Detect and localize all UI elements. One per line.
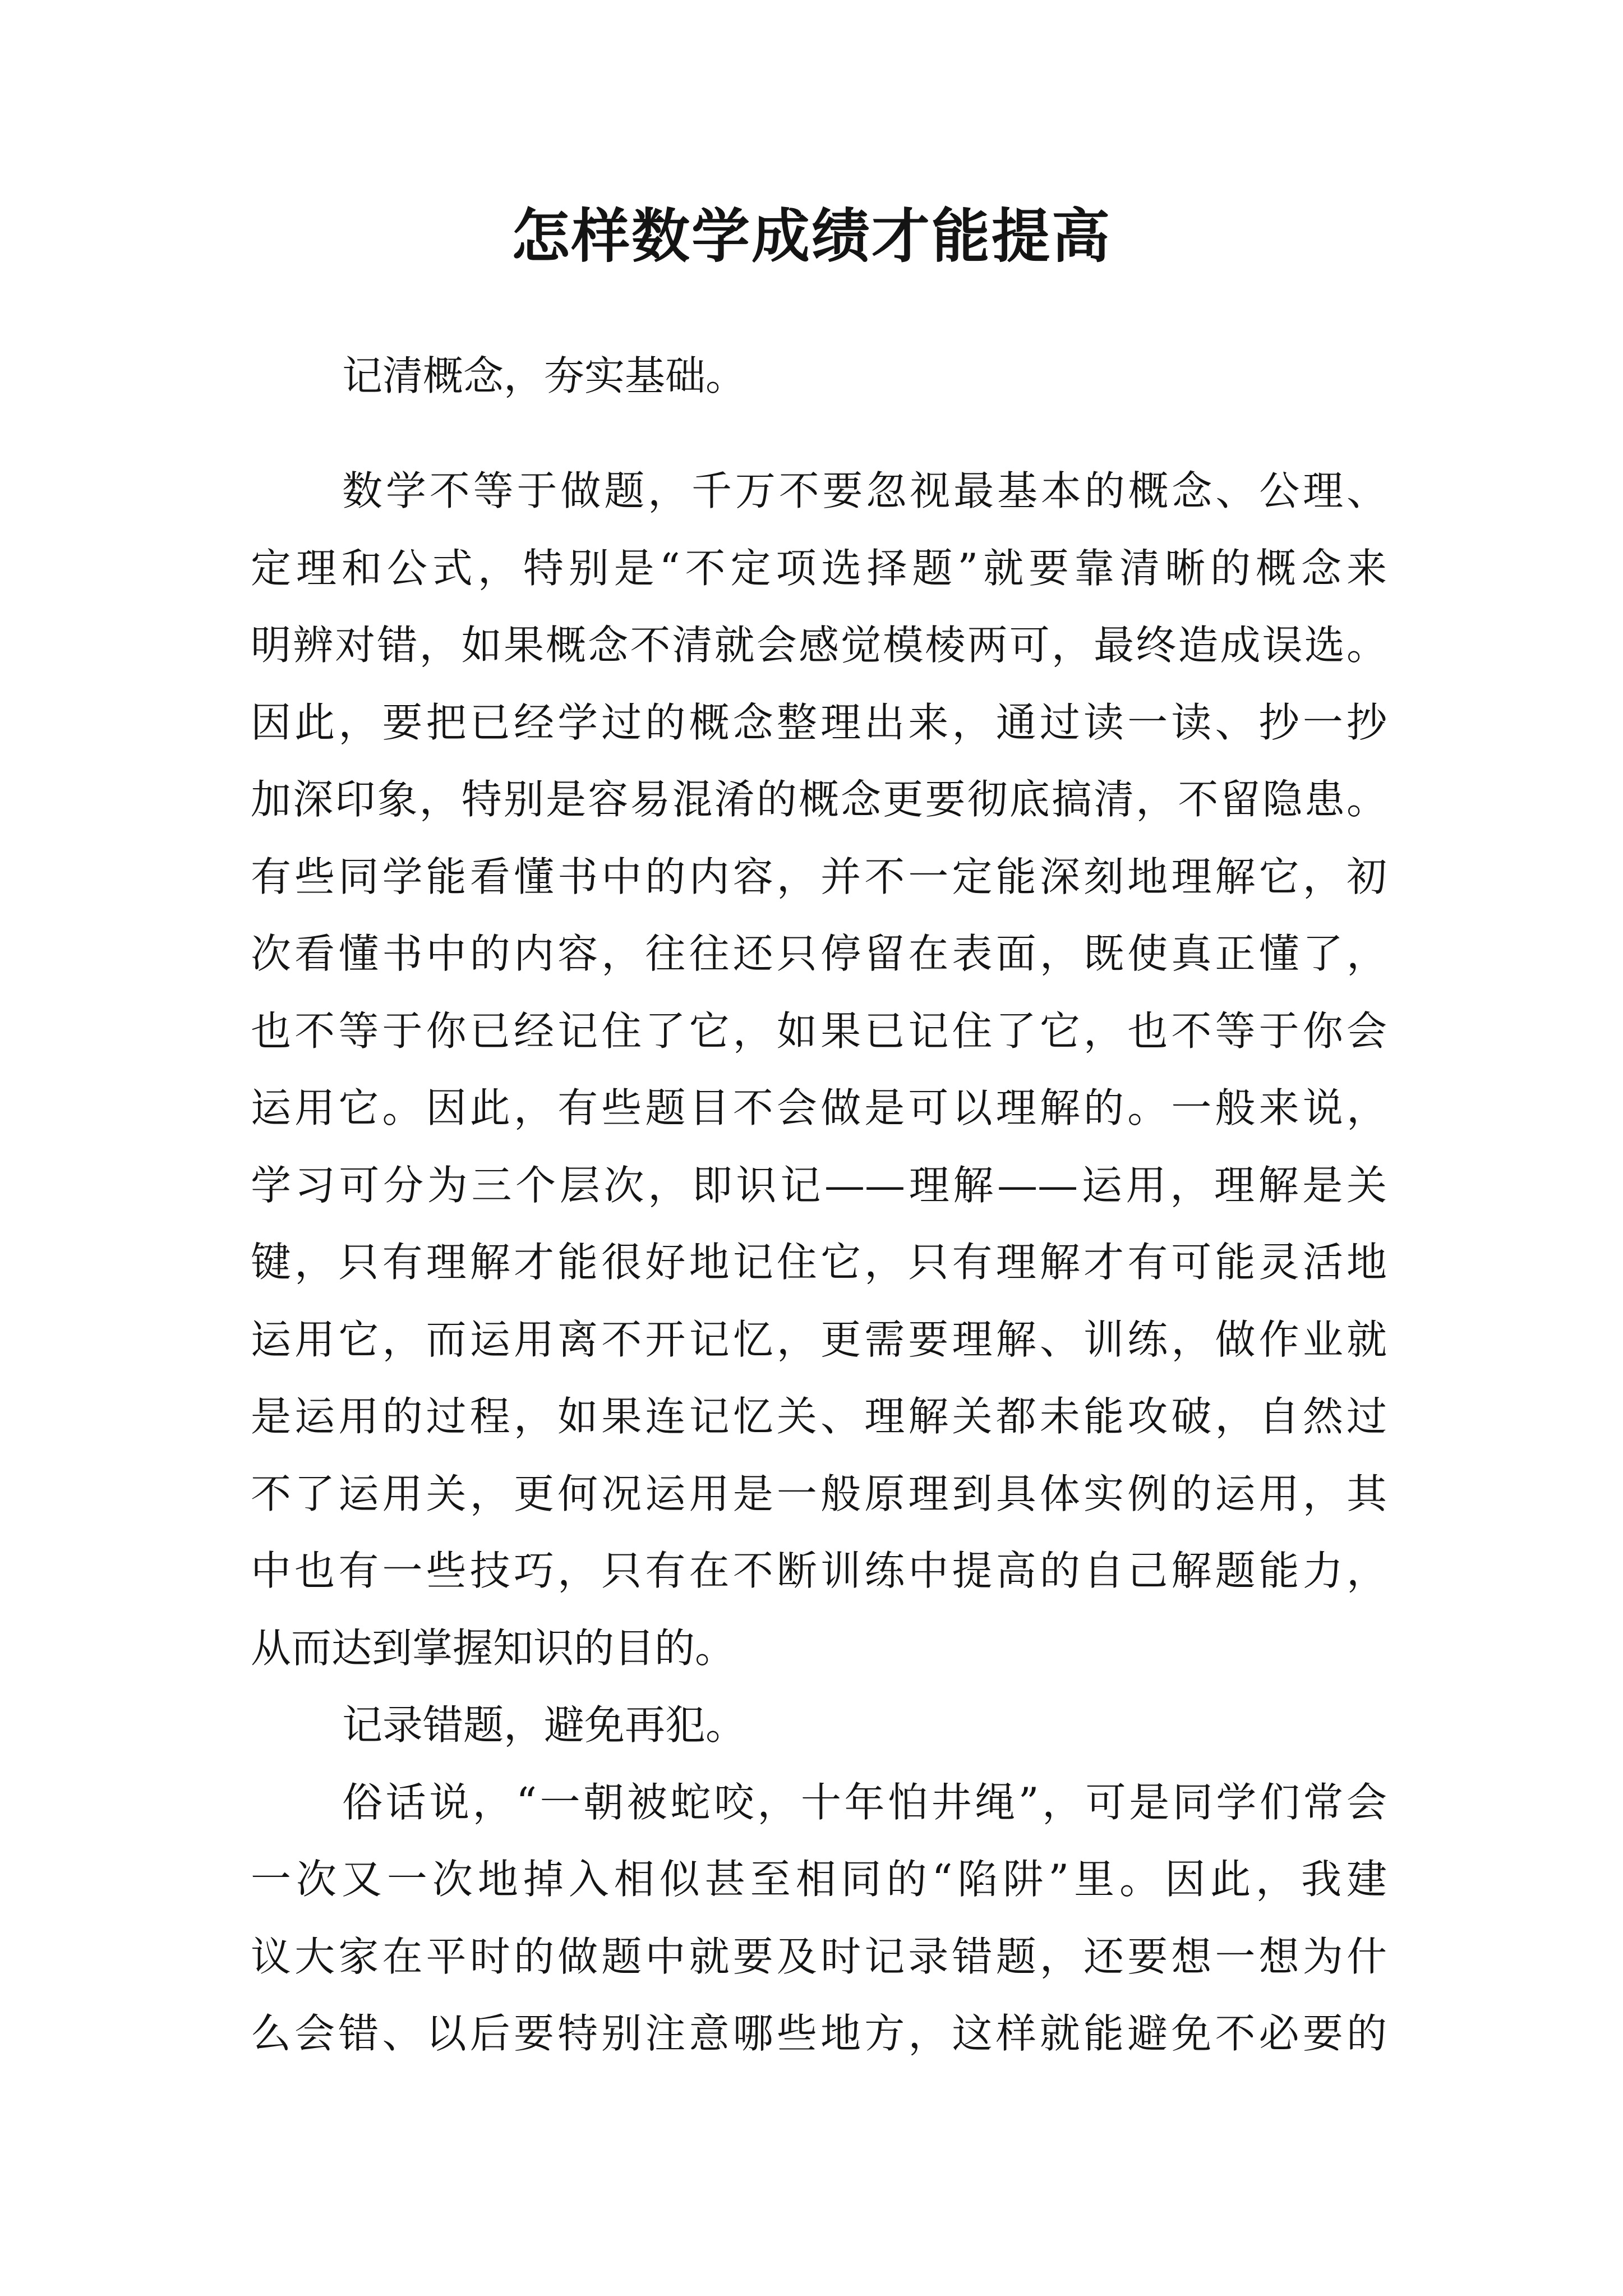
text-line: 一次又一次地掉入相似甚至相同的“陷阱”里。因此，我建	[251, 1856, 1387, 1903]
text-line: 键，只有理解才能很好地记住它，只有理解才有可能灵活地	[251, 1239, 1387, 1286]
text-line: 记录错题，避免再犯。	[342, 1701, 746, 1749]
text-line: 运用它。因此，有些题目不会做是可以理解的。一般来说，	[251, 1084, 1387, 1131]
text-line: 是运用的过程，如果连记忆关、理解关都未能攻破，自然过	[251, 1393, 1387, 1440]
text-line: 因此，要把已经学过的概念整理出来，通过读一读、抄一抄	[251, 698, 1387, 746]
text-line: 么会错、以后要特别注意哪些地方，这样就能避免不必要的	[251, 2010, 1387, 2057]
text-line: 也不等于你已经记住了它，如果已记住了它，也不等于你会	[251, 1007, 1387, 1055]
text-line: 学习可分为三个层次，即识记——理解——运用，理解是关	[251, 1161, 1387, 1209]
text-line: 记清概念，夯实基础。	[342, 352, 746, 399]
text-line: 议大家在平时的做题中就要及时记录错题，还要想一想为什	[251, 1932, 1387, 1980]
section-heading	[251, 1687, 1387, 1764]
text-line: 定理和公式，特别是“不定项选择题”就要靠清晰的概念来	[251, 544, 1387, 592]
section-heading	[251, 338, 1387, 415]
text-line: 明辨对错，如果概念不清就会感觉模棱两可，最终造成误选。	[251, 622, 1387, 669]
text-line: 不了运用关，更何况运用是一般原理到具体实例的运用，其	[251, 1470, 1387, 1517]
text-line: 中也有一些技巧，只有在不断训练中提高的自己解题能力，	[251, 1547, 1387, 1594]
text-line: 有些同学能看懂书中的内容，并不一定能深刻地理解它，初	[251, 853, 1387, 900]
document-title: 怎样数学成绩才能提高	[511, 201, 1112, 270]
document-body	[251, 338, 1387, 2073]
body-paragraph	[251, 1764, 1387, 2073]
text-line: 数学不等于做题，千万不要忽视最基本的概念、公理、	[342, 467, 1387, 514]
text-line: 加深印象，特别是容易混淆的概念更要彻底搞清，不留隐患。	[251, 776, 1387, 823]
text-line: 从而达到掌握知识的目的。	[251, 1624, 736, 1672]
body-paragraph	[251, 453, 1387, 1687]
text-line: 俗话说，“一朝被蛇咬，十年怕井绳”，可是同学们常会	[342, 1778, 1387, 1826]
text-line: 次看懂书中的内容，往往还只停留在表面，既使真正懂了，	[251, 930, 1387, 977]
text-line: 运用它，而运用离不开记忆，更需要理解、训练，做作业就	[251, 1315, 1387, 1363]
